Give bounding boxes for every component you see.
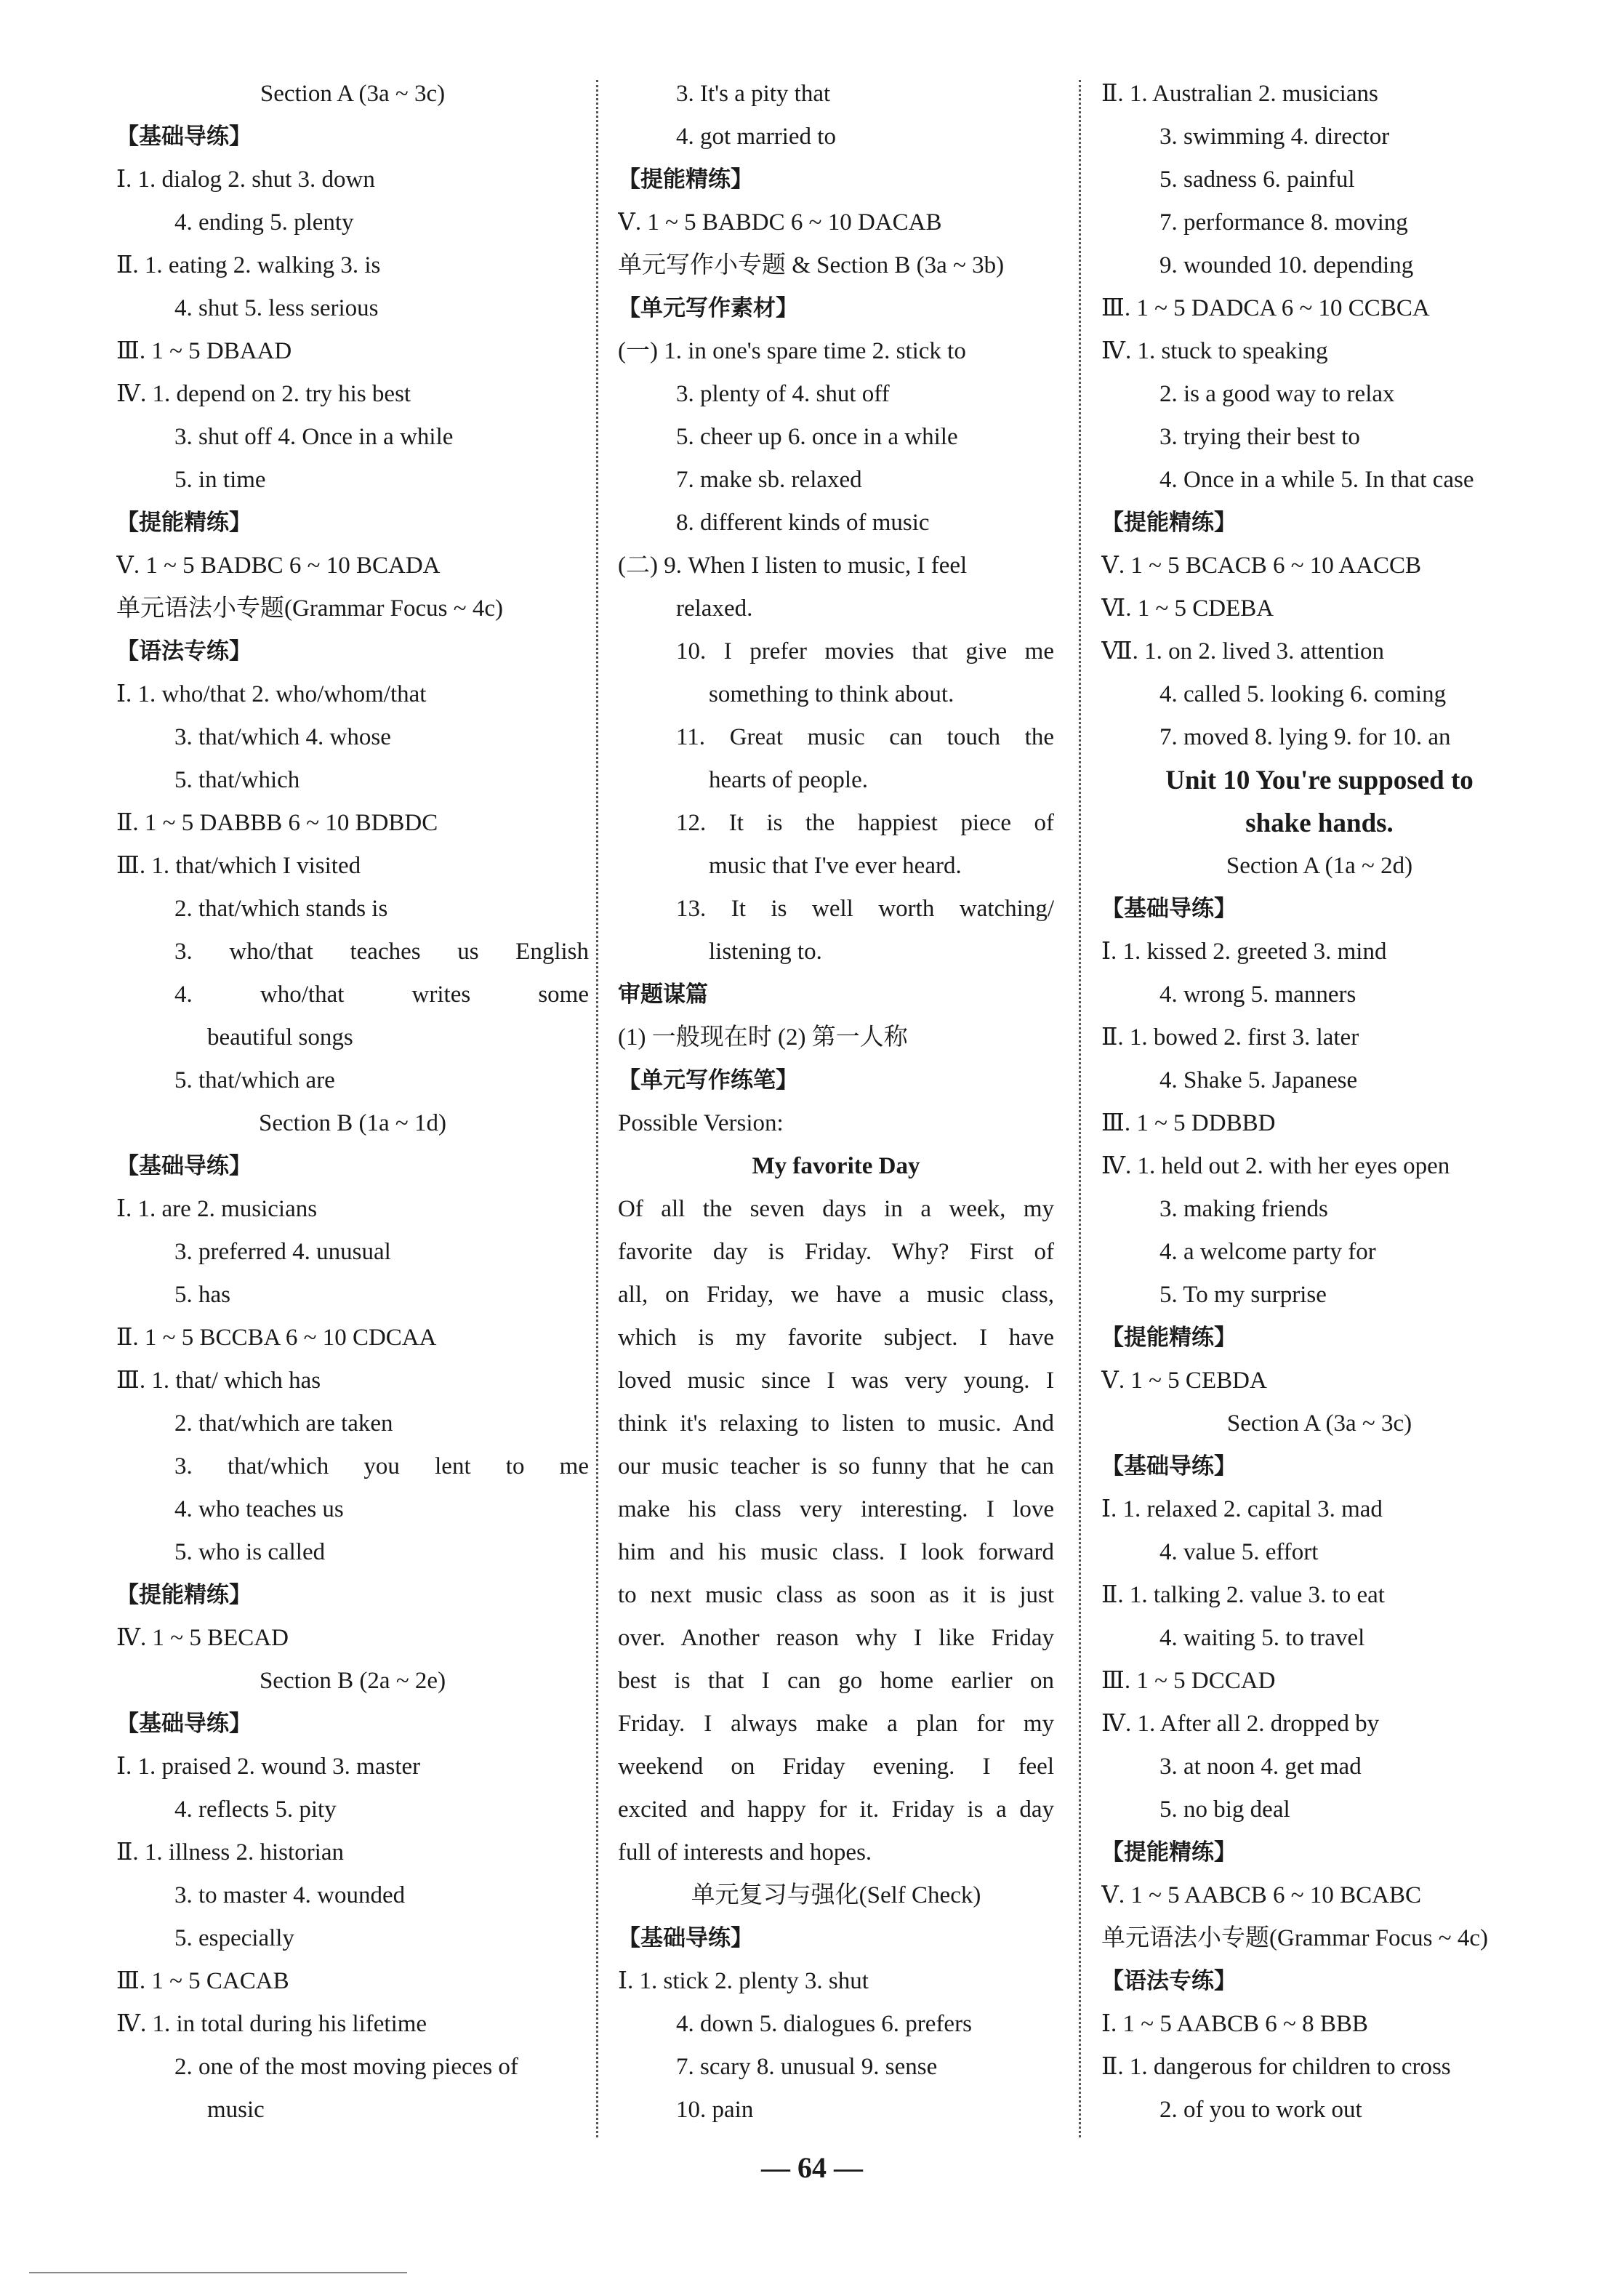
- answer-line: our music teacher is so funny that he can: [618, 1453, 1054, 1479]
- answer-line: 【语法专练】: [1101, 1968, 1237, 1994]
- answer-line: 10. I prefer movies that give me: [676, 638, 1054, 664]
- answer-line: weekend on Friday evening. I feel: [618, 1754, 1054, 1780]
- answer-line: 5. in time: [174, 467, 266, 493]
- answer-line: 4. shut 5. less serious: [174, 295, 379, 321]
- answer-line: (二) 9. When I listen to music, I feel: [618, 553, 968, 579]
- answer-line: 2. one of the most moving pieces of: [174, 2054, 518, 2080]
- answer-line: 3. at noon 4. get mad: [1159, 1754, 1362, 1780]
- answer-line: My favorite Day: [752, 1153, 920, 1179]
- answer-line: Section A (1a ~ 2d): [1226, 853, 1413, 879]
- answer-line: 4. called 5. looking 6. coming: [1159, 681, 1447, 707]
- answer-line: 3. It's a pity that: [676, 81, 831, 107]
- answer-line: Section B (2a ~ 2e): [259, 1668, 446, 1694]
- answer-line: 3. trying their best to: [1159, 424, 1360, 450]
- answer-line: Ⅱ. 1 ~ 5 BCCBA 6 ~ 10 CDCAA: [116, 1325, 437, 1351]
- answer-line: 3. that/which you lent to me: [174, 1453, 589, 1479]
- answer-line: 2. is a good way to relax: [1159, 381, 1395, 407]
- answer-line: Ⅱ. 1. bowed 2. first 3. later: [1101, 1024, 1359, 1051]
- answer-line: 单元写作小专题 & Section B (3a ~ 3b): [618, 252, 1005, 278]
- answer-line: 【提能精练】: [116, 1582, 252, 1608]
- answer-line: Ⅲ. 1. that/ which has: [116, 1368, 321, 1394]
- answer-line: Ⅴ. 1 ~ 5 BCACB 6 ~ 10 AACCB: [1101, 553, 1422, 579]
- answer-line: 5. no big deal: [1159, 1796, 1290, 1823]
- page-number: — 64 —: [761, 2151, 863, 2184]
- answer-line: 7. moved 8. lying 9. for 10. an: [1159, 724, 1451, 750]
- answer-column-1: [116, 73, 589, 2132]
- answer-line: 9. wounded 10. depending: [1159, 252, 1414, 278]
- answer-line: 2. that/which are taken: [174, 1410, 393, 1437]
- answer-line: him and his music class. I look forward: [618, 1539, 1054, 1565]
- answer-line: 【提能精练】: [116, 510, 252, 536]
- answer-line: 4. Once in a while 5. In that case: [1159, 467, 1474, 493]
- answer-line: 【提能精练】: [1101, 510, 1237, 536]
- answer-line: to next music class as soon as it is just: [618, 1582, 1054, 1608]
- answer-line: Ⅳ. 1. After all 2. dropped by: [1101, 1711, 1380, 1737]
- answer-line: listening to.: [709, 939, 822, 965]
- answer-line: 【基础导练】: [116, 1711, 252, 1737]
- answer-line: 4. value 5. effort: [1159, 1539, 1319, 1565]
- answer-line: 12. It is the happiest piece of: [676, 810, 1054, 836]
- answer-line: 审题谋篇: [618, 981, 708, 1008]
- answer-line: Of all the seven days in a week, my: [618, 1196, 1054, 1222]
- answer-line: 单元复习与强化(Self Check): [691, 1882, 981, 1908]
- answer-line: 4. down 5. dialogues 6. prefers: [676, 2011, 972, 2037]
- answer-line: 2. that/which stands is: [174, 896, 388, 922]
- answer-line: 5. To my surprise: [1159, 1282, 1327, 1308]
- answer-column-3: [1101, 73, 1537, 2132]
- answer-line: Ⅱ. 1. Australian 2. musicians: [1101, 81, 1378, 107]
- answer-line: music: [207, 2097, 265, 2123]
- column-separator: [1079, 80, 1081, 2137]
- answer-line: Ⅲ. 1 ~ 5 DDBBD: [1101, 1110, 1276, 1136]
- answer-line: 5. especially: [174, 1925, 294, 1951]
- answer-line: 5. has: [174, 1282, 230, 1308]
- answer-line: 4. a welcome party for: [1159, 1239, 1376, 1265]
- answer-line: Ⅱ. 1. talking 2. value 3. to eat: [1101, 1582, 1385, 1608]
- answer-line: Section B (1a ~ 1d): [259, 1110, 446, 1136]
- answer-line: Ⅴ. 1 ~ 5 BADBC 6 ~ 10 BCADA: [116, 553, 441, 579]
- answer-line: all, on Friday, we have a music class,: [618, 1282, 1054, 1308]
- answer-line: Ⅴ. 1 ~ 5 CEBDA: [1101, 1368, 1267, 1394]
- answer-line: 4. who/that writes some: [174, 981, 589, 1008]
- answer-line: 【基础导练】: [116, 1153, 252, 1179]
- answer-line: 11. Great music can touch the: [676, 724, 1054, 750]
- answer-line: 3. making friends: [1159, 1196, 1328, 1222]
- answer-line: Ⅰ. 1. are 2. musicians: [116, 1196, 318, 1222]
- answer-line: favorite day is Friday. Why? First of: [618, 1239, 1054, 1265]
- answer-line: relaxed.: [676, 595, 753, 622]
- answer-line: 3. shut off 4. Once in a while: [174, 424, 454, 450]
- answer-line: 单元语法小专题(Grammar Focus ~ 4c): [116, 595, 504, 622]
- answer-line: 【语法专练】: [116, 638, 252, 664]
- answer-line: 10. pain: [676, 2097, 754, 2123]
- answer-line: 13. It is well worth watching/: [676, 896, 1054, 922]
- answer-line: 3. plenty of 4. shut off: [676, 381, 890, 407]
- answer-line: 4. reflects 5. pity: [174, 1796, 337, 1823]
- answer-line: Ⅴ. 1 ~ 5 AABCB 6 ~ 10 BCABC: [1101, 1882, 1422, 1908]
- answer-line: over. Another reason why I like Friday: [618, 1625, 1054, 1651]
- answer-line: Ⅳ. 1. held out 2. with her eyes open: [1101, 1153, 1450, 1179]
- answer-line: 【提能精练】: [1101, 1325, 1237, 1351]
- answer-line: beautiful songs: [207, 1024, 353, 1051]
- answer-line: 【提能精练】: [618, 166, 753, 193]
- answer-line: Ⅳ. 1. depend on 2. try his best: [116, 381, 411, 407]
- answer-line: Ⅰ. 1. who/that 2. who/whom/that: [116, 681, 427, 707]
- answer-line: Ⅱ. 1. dangerous for children to cross: [1101, 2054, 1451, 2080]
- answer-line: 3. preferred 4. unusual: [174, 1239, 391, 1265]
- answer-line: 3. who/that teaches us English: [174, 939, 589, 965]
- answer-line: 4. waiting 5. to travel: [1159, 1625, 1365, 1651]
- answer-line: Ⅰ. 1. dialog 2. shut 3. down: [116, 166, 375, 193]
- answer-line: (1) 一般现在时 (2) 第一人称: [618, 1024, 908, 1051]
- answer-line: 7. scary 8. unusual 9. sense: [676, 2054, 938, 2080]
- answer-line: Ⅲ. 1. that/which I visited: [116, 853, 361, 879]
- bottom-rule: [29, 2272, 407, 2273]
- answer-line: 【基础导练】: [618, 1925, 753, 1951]
- answer-line: Ⅲ. 1 ~ 5 DADCA 6 ~ 10 CCBCA: [1101, 295, 1430, 321]
- answer-line: loved music since I was very young. I: [618, 1368, 1054, 1394]
- answer-line: 2. of you to work out: [1159, 2097, 1362, 2123]
- answer-line: 5. that/which are: [174, 1067, 335, 1093]
- answer-line: Ⅳ. 1. in total during his lifetime: [116, 2011, 427, 2037]
- answer-line: 4. wrong 5. manners: [1159, 981, 1356, 1008]
- answer-line: Ⅰ. 1. praised 2. wound 3. master: [116, 1754, 421, 1780]
- answer-line: 3. swimming 4. director: [1159, 124, 1390, 150]
- answer-line: Ⅰ. 1 ~ 5 AABCB 6 ~ 8 BBB: [1101, 2011, 1368, 2037]
- answer-line: 4. got married to: [676, 124, 836, 150]
- answer-column-2: [618, 73, 1054, 2132]
- answer-line: Possible Version:: [618, 1110, 784, 1136]
- answer-line: Ⅲ. 1 ~ 5 DBAAD: [116, 338, 292, 364]
- answer-line: Ⅶ. 1. on 2. lived 3. attention: [1101, 638, 1385, 664]
- answer-line: 【基础导练】: [1101, 896, 1237, 922]
- answer-line: 5. sadness 6. painful: [1159, 166, 1355, 193]
- answer-line: Section A (3a ~ 3c): [260, 81, 446, 107]
- answer-line: 单元语法小专题(Grammar Focus ~ 4c): [1101, 1925, 1489, 1951]
- answer-line: which is my favorite subject. I have: [618, 1325, 1054, 1351]
- answer-line: 【提能精练】: [1101, 1839, 1237, 1866]
- answer-line: think it's relaxing to listen to music. And: [618, 1410, 1054, 1437]
- answer-line: 5. who is called: [174, 1539, 326, 1565]
- answer-line: 【基础导练】: [116, 124, 252, 150]
- answer-line: 【单元写作素材】: [618, 295, 798, 321]
- answer-line: 5. that/which: [174, 767, 300, 793]
- answer-line: 4. who teaches us: [174, 1496, 344, 1522]
- answer-line: 4. ending 5. plenty: [174, 209, 354, 236]
- answer-line: best is that I can go home earlier on: [618, 1668, 1054, 1694]
- answer-line: Friday. I always make a plan for my: [618, 1711, 1054, 1737]
- answer-line: Ⅰ. 1. kissed 2. greeted 3. mind: [1101, 939, 1387, 965]
- answer-line: Ⅴ. 1 ~ 5 BABDC 6 ~ 10 DACAB: [618, 209, 942, 236]
- answer-line: make his class very interesting. I love: [618, 1496, 1054, 1522]
- answer-line: Ⅵ. 1 ~ 5 CDEBA: [1101, 595, 1274, 622]
- answer-line: Section A (3a ~ 3c): [1226, 1410, 1412, 1437]
- answer-line: 4. Shake 5. Japanese: [1159, 1067, 1358, 1093]
- answer-line: 7. make sb. relaxed: [676, 467, 862, 493]
- answer-line: 5. cheer up 6. once in a while: [676, 424, 958, 450]
- answer-line: Ⅳ. 1 ~ 5 BECAD: [116, 1625, 289, 1651]
- column-separator: [596, 80, 598, 2137]
- answer-line: Unit 10 You're supposed to: [1165, 766, 1474, 795]
- answer-line: Ⅱ. 1. illness 2. historian: [116, 1839, 345, 1866]
- answer-line: 7. performance 8. moving: [1159, 209, 1408, 236]
- answer-line: Ⅰ. 1. stick 2. plenty 3. shut: [618, 1968, 869, 1994]
- answer-line: 3. that/which 4. whose: [174, 724, 391, 750]
- answer-line: Ⅱ. 1 ~ 5 DABBB 6 ~ 10 BDBDC: [116, 810, 438, 836]
- answer-line: full of interests and hopes.: [618, 1839, 872, 1866]
- answer-line: 【单元写作练笔】: [618, 1067, 798, 1093]
- answer-line: music that I've ever heard.: [709, 853, 962, 879]
- answer-line: excited and happy for it. Friday is a day: [618, 1796, 1054, 1823]
- answer-line: 8. different kinds of music: [676, 510, 930, 536]
- answer-line: 【基础导练】: [1101, 1453, 1237, 1479]
- answer-line: 3. to master 4. wounded: [174, 1882, 406, 1908]
- answer-line: Ⅰ. 1. relaxed 2. capital 3. mad: [1101, 1496, 1383, 1522]
- answer-line: shake hands.: [1245, 808, 1394, 838]
- answer-line: Ⅳ. 1. stuck to speaking: [1101, 338, 1328, 364]
- answer-line: Ⅲ. 1 ~ 5 DCCAD: [1101, 1668, 1276, 1694]
- answer-line: hearts of people.: [709, 767, 868, 793]
- answer-line: (一) 1. in one's spare time 2. stick to: [618, 338, 966, 364]
- answer-line: Ⅲ. 1 ~ 5 CACAB: [116, 1968, 289, 1994]
- answer-line: Ⅱ. 1. eating 2. walking 3. is: [116, 252, 381, 278]
- answer-line: something to think about.: [709, 681, 954, 707]
